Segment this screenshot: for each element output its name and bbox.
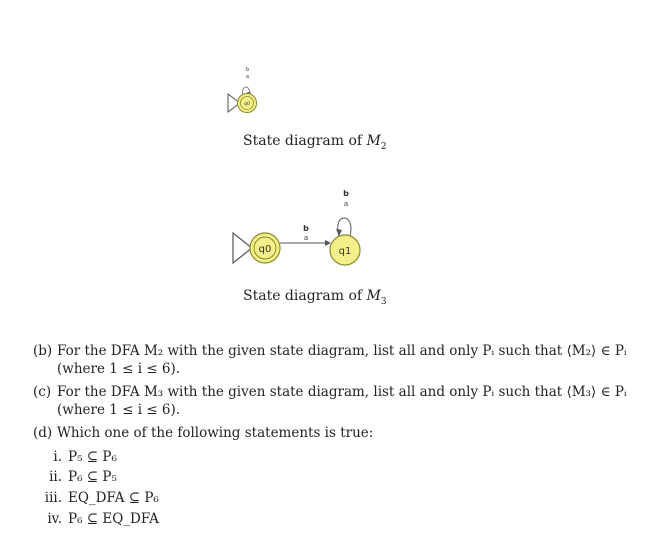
- m3-edge-label-a: a: [303, 234, 309, 242]
- m2-loop-label-b: b: [246, 67, 250, 73]
- option-ii: [36, 469, 117, 485]
- question-b-label: (b): [33, 343, 53, 359]
- question-b-line2: (where 1 ≤ i ≤ 6).: [57, 361, 181, 377]
- option-iii-text: EQ_DFA ⊆ P₆: [68, 490, 159, 506]
- m3-caption-sub: 3: [380, 296, 387, 307]
- option-iv-text: P₆ ⊆ EQ_DFA: [68, 511, 159, 527]
- m3-caption-var: M: [366, 288, 381, 304]
- m2-caption-sub: 2: [380, 141, 387, 152]
- option-ii-text: P₆ ⊆ P₅: [68, 469, 117, 485]
- option-iv: [36, 511, 159, 527]
- m3-transition-arrowhead: [325, 240, 331, 246]
- m3-start-arrow: [233, 233, 252, 263]
- option-iv-num: iv.: [47, 511, 62, 527]
- question-c-label: (c): [33, 384, 52, 400]
- option-i-num: i.: [53, 449, 62, 465]
- option-ii-num: ii.: [49, 469, 62, 485]
- question-b: [33, 342, 627, 378]
- option-i: [36, 449, 117, 465]
- m2-diagram: [228, 67, 257, 113]
- question-d-label: (d): [33, 425, 53, 441]
- m2-caption-var: M: [366, 133, 381, 149]
- option-iii-num: iii.: [44, 490, 62, 506]
- option-i-text: P₅ ⊆ P₆: [68, 449, 117, 465]
- m3-loop-label-b: b: [343, 189, 349, 198]
- m3-state-q0-label: q0: [258, 244, 272, 255]
- question-c-line2: (where 1 ≤ i ≤ 6).: [57, 402, 181, 418]
- m3-caption: [243, 288, 387, 307]
- m2-loop-label-a: a: [246, 74, 250, 80]
- question-c: [33, 383, 627, 419]
- m3-diagram: [233, 189, 360, 265]
- m3-edge-label-b: b: [303, 224, 309, 233]
- question-d: [33, 424, 373, 442]
- m2-caption: [243, 133, 387, 152]
- m2-state-q0-label: q0: [244, 102, 250, 107]
- option-iii: [36, 490, 159, 506]
- question-b-line1: For the DFA M₂ with the given state diagram, list all and only Pᵢ such that ⟨M₂⟩ ∈ Pᵢ: [57, 343, 627, 359]
- m3-caption-prefix: State diagram of: [243, 288, 367, 304]
- question-c-line1: For the DFA M₃ with the given state diagram, list all and only Pᵢ such that ⟨M₃⟩ ∈ Pᵢ: [57, 384, 627, 400]
- m2-caption-prefix: State diagram of: [243, 133, 367, 149]
- m3-state-q1-label: q1: [338, 246, 352, 257]
- question-d-line1: Which one of the following statements is true:: [57, 425, 374, 441]
- m3-loop-label-a: a: [343, 200, 349, 208]
